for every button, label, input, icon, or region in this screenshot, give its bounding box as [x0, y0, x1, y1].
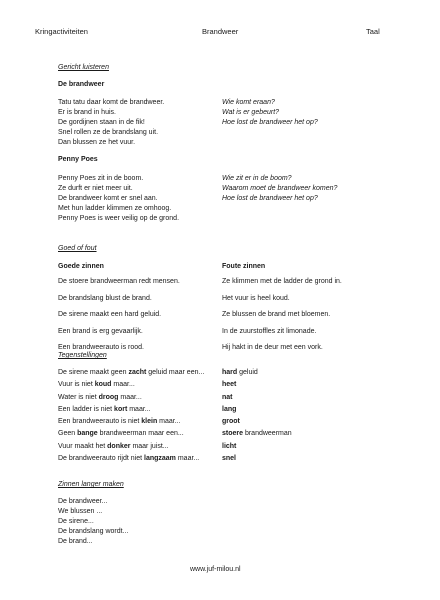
story1-text [58, 98, 164, 148]
wrong-sentences [222, 274, 342, 357]
header-right: Taal [366, 27, 380, 36]
section-title-zinnen: Zinnen langer maken [58, 481, 124, 488]
question: Hoe lost de brandweer het op? [222, 119, 318, 126]
wrong-sentence: Het vuur is heel koud. [222, 294, 290, 302]
story2-questions [222, 174, 337, 204]
story2-text [58, 174, 179, 224]
opposite-answer: heet [222, 381, 237, 389]
opposite-answer: licht [222, 442, 237, 450]
good-sentence: Een brand is erg gevaarlijk. [58, 327, 143, 335]
keyword: bange [77, 430, 98, 438]
keyword: langzaam [144, 455, 176, 463]
keyword: klein [141, 418, 158, 426]
section-title-goed-fout: Goed of fout [58, 245, 97, 252]
story-line: Dan blussen ze het vuur. [58, 139, 136, 146]
good-sentence: De sirene maakt een hard geluid. [58, 311, 162, 318]
wrong-sentence: In de zuurstoffles zit limonade. [222, 327, 317, 335]
keyword: droog [98, 393, 119, 401]
question: Wat is er gebeurt? [222, 109, 280, 116]
opposite-answer: groot [222, 418, 240, 426]
wrong-sentence: Ze blussen de brand met bloemen. [222, 311, 331, 318]
opposite-answer: nat [222, 393, 233, 401]
sentence-starter: De brandweer... [58, 498, 108, 505]
wrong-sentence: Ze klimmen met de ladder de grond in. [222, 278, 342, 285]
story-line: Penny Poes is weer veilig op de grond. [58, 215, 180, 222]
opposite-question: Vuur is niet koud maar... [58, 381, 135, 389]
story-line: Met hun ladder klimmen ze omhoog. [58, 205, 172, 212]
question: Wie zit er in de boom? [222, 175, 292, 182]
opposite-question: Geen bange brandweerman maar een... [58, 430, 184, 438]
wrong-sentence: Hij hakt in de deur met een vork. [222, 344, 323, 351]
sentence-starter: We blussen ... [58, 508, 103, 515]
header-left: Kringactiviteiten [35, 27, 88, 36]
question: Waarom moet de brandweer komen? [222, 185, 338, 192]
keyword: donker [107, 442, 131, 450]
opposite-question: Een brandweerauto is niet klein maar... [58, 418, 181, 426]
opposites-answers [222, 367, 292, 465]
opposite-question: Water is niet droog maar... [58, 393, 142, 401]
sentence-starter: De brand... [58, 538, 93, 545]
footer-url: www.juf-milou.nl [190, 566, 241, 573]
keyword: koud [94, 381, 112, 389]
story-line: De gordijnen staan in de fik! [58, 119, 145, 126]
sentence-starter: De brandslang wordt... [58, 528, 129, 535]
opposite-answer: snel [222, 455, 237, 463]
good-heading: Goede zinnen [58, 263, 104, 270]
wrong-heading: Foute zinnen [222, 263, 266, 270]
good-sentence: Een brandweerauto is rood. [58, 344, 144, 351]
opposite-question: De brandweerauto rijdt niet langzaam maar... [58, 455, 200, 463]
sentence-starters [58, 497, 128, 547]
story1-questions [222, 98, 318, 128]
sentence-starter: De sirene... [58, 518, 94, 525]
opposite-question: De sirene maakt geen zacht geluid maar een... [58, 369, 205, 376]
opposite-question: Een ladder is niet kort maar... [58, 405, 151, 413]
story-line: Tatu tatu daar komt de brandweer. [58, 99, 165, 106]
opposite-answer: lang [222, 405, 237, 413]
keyword: zacht [128, 369, 147, 376]
question: Hoe lost de brandweer het op? [222, 195, 318, 202]
story1-heading: De brandweer [58, 81, 105, 88]
story-line: Ze durft er niet meer uit. [58, 185, 133, 192]
story-line: Snel rollen ze de brandslang uit. [58, 129, 159, 136]
keyword: kort [114, 405, 128, 413]
section-title-tegenstellingen: Tegenstellingen [58, 352, 107, 359]
good-sentence: De stoere brandweerman redt mensen. [58, 278, 180, 285]
opposite-answer: hard geluid [222, 369, 258, 376]
good-sentence: De brandslang blust de brand. [58, 294, 152, 302]
opposite-answer: stoere brandweerman [222, 430, 292, 438]
good-sentences [58, 274, 180, 357]
section-title-gericht: Gericht luisteren [58, 64, 109, 71]
header-center: Brandweer [202, 27, 239, 36]
story2-heading: Penny Poes [58, 156, 98, 163]
opposite-question: Vuur maakt het donker maar juist... [58, 442, 169, 450]
opposites-questions [58, 367, 204, 465]
story-line: De brandweer komt er snel aan. [58, 195, 158, 202]
story-line: Er is brand in huis. [58, 109, 116, 116]
story-line: Penny Poes zit in de boom. [58, 175, 144, 182]
question: Wie komt eraan? [222, 99, 275, 106]
